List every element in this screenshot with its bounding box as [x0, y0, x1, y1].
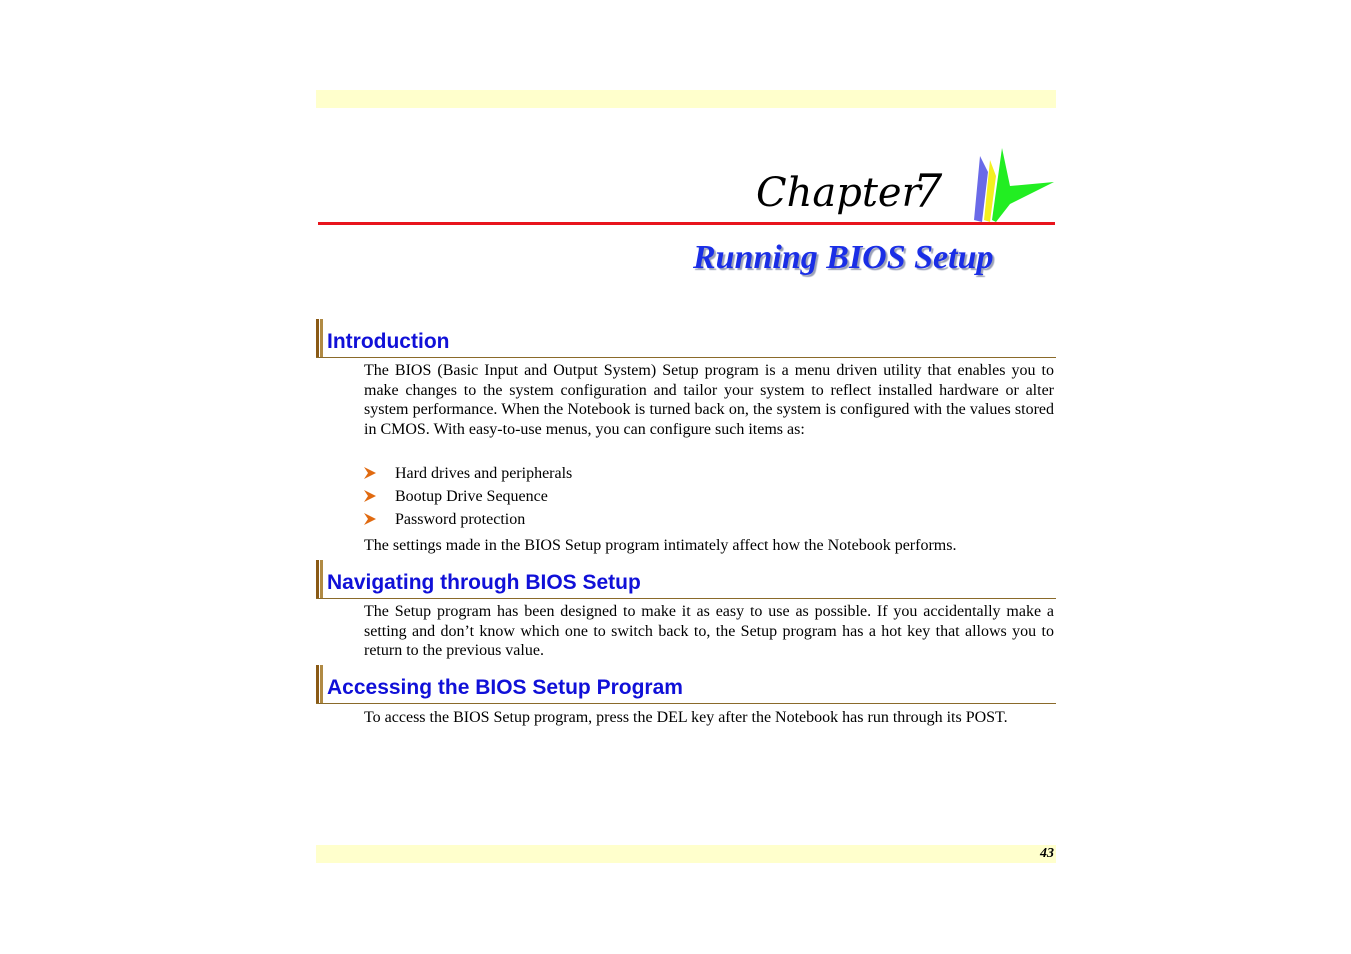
- chapter-title: Running BIOS Setup: [693, 239, 994, 276]
- introduction-paragraph: The BIOS (Basic Input and Output System) Setup program is a menu driven utility that enables you to make changes to the system configuration and tailor your system to reflect installed hardware or alter system performance. When the Notebook is turned back on, the system is configured with the values stored in CMOS. With easy-to-use menus, you can configure such items as:: [364, 362, 1054, 438]
- chapter-label: Chapter: [756, 170, 921, 216]
- list-item-label: Password protection: [395, 511, 526, 528]
- chapter-rule: [318, 222, 1055, 225]
- feature-list: [364, 462, 1054, 531]
- chapter-number: 7: [913, 164, 943, 218]
- introduction-closing: The settings made in the BIOS Setup program intimately affect how the Notebook performs.: [364, 537, 957, 554]
- navigating-paragraph: The Setup program has been designed to make it as easy to use as possible. If you accidentally make a setting and don’t know which one to switch back to, the Setup program has a hot key that allows you to return to the previous value.: [364, 603, 1054, 659]
- list-item: [364, 508, 1054, 531]
- list-item: [364, 485, 1054, 508]
- section-heading-accessing: [316, 665, 1056, 704]
- footer-band: [316, 845, 1056, 863]
- section-title: Introduction: [327, 330, 450, 353]
- section-title: Accessing the BIOS Setup Program: [327, 676, 683, 699]
- section-title: Navigating through BIOS Setup: [327, 571, 641, 594]
- accessing-paragraph: To access the BIOS Setup program, press the DEL key after the Notebook has run through its POST.: [364, 709, 1008, 726]
- list-item-label: Bootup Drive Sequence: [395, 488, 548, 505]
- section-marker: [316, 665, 323, 703]
- arrow-bullet-icon: [364, 490, 376, 502]
- arrow-bullet-icon: [364, 467, 376, 479]
- section-marker: [316, 560, 323, 598]
- page-number: 43: [1040, 846, 1054, 861]
- header-band: [316, 90, 1056, 108]
- list-item-label: Hard drives and peripherals: [395, 465, 573, 482]
- section-heading-navigating: [316, 560, 1056, 599]
- chapter-emblem-icon: [970, 146, 1056, 224]
- list-item: [364, 462, 1054, 485]
- section-heading-introduction: [316, 319, 1056, 358]
- arrow-bullet-icon: [364, 513, 376, 525]
- section-marker: [316, 319, 323, 357]
